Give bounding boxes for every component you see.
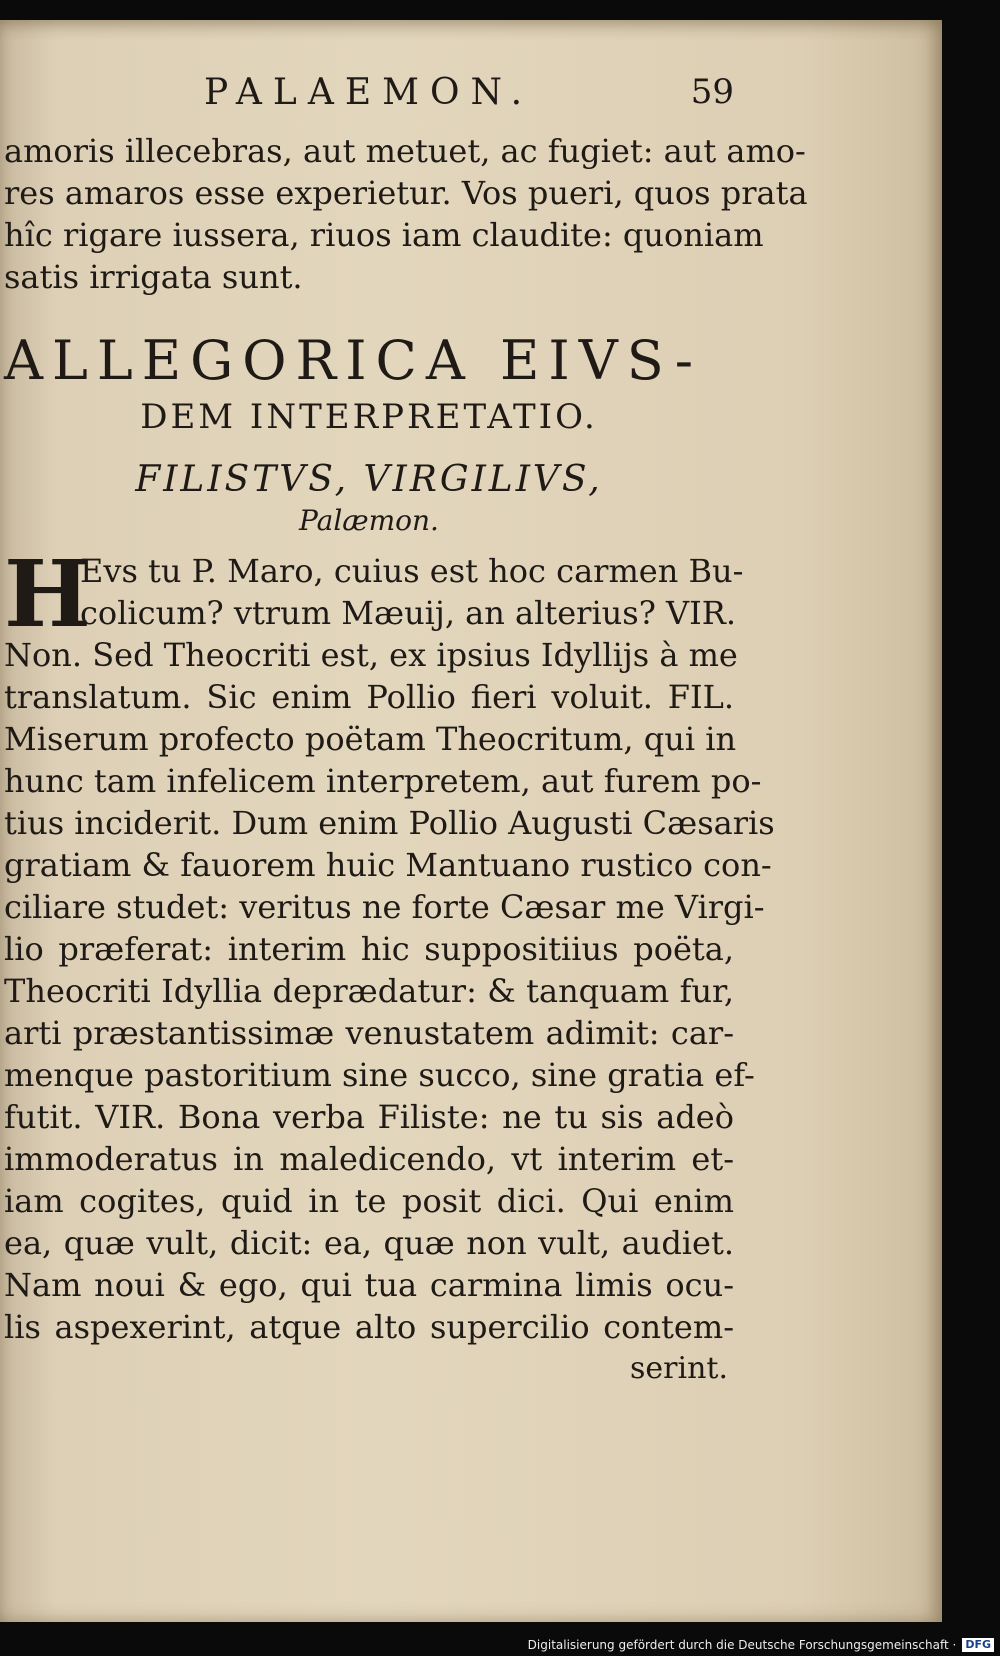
page-number: 59 (690, 72, 734, 112)
text-line: res amaros esse experietur. Vos pueri, quos prata (4, 174, 808, 212)
text-line: satis irrigata sunt. (4, 258, 303, 296)
dfg-logo: DFG (962, 1638, 994, 1652)
text-line: translatum. Sic enim Pollio fieri voluit. FIL. (4, 678, 734, 716)
text-line: lio præferat: interim hic suppositiius poëta, (4, 930, 734, 968)
drop-capital: H (4, 540, 91, 648)
section-heading: ALLEGORICA EIVS- (4, 329, 702, 392)
catchword: serint. (630, 1351, 728, 1386)
text-line: Non. Sed Theocriti est, ex ipsius Idyllijs à me (4, 636, 738, 674)
text-line: Nam noui & ego, qui tua carmina limis ocu- (4, 1266, 734, 1304)
text-line: colicum? vtrum Mæuij, an alterius? VIR. (80, 594, 737, 632)
text-line: ea, quæ vult, dicit: ea, quæ non vult, audiet. (4, 1224, 734, 1262)
text-line: gratiam & fauorem huic Mantuano rustico con- (4, 846, 772, 884)
text-line: menque pastoritium sine succo, sine gratia ef- (4, 1056, 755, 1094)
page-header (4, 72, 734, 130)
opening-paragraph (4, 130, 808, 298)
text-line: lis aspexerint, atque alto supercilio contem- (4, 1308, 734, 1346)
text-line: futit. VIR. Bona verba Filiste: ne tu sis adeò (4, 1098, 734, 1136)
text-line: Theocriti Idyllia deprædatur: & tanquam fur, (4, 972, 734, 1010)
running-head: PALAEMON. (204, 72, 534, 113)
text-line: immoderatus in maledicendo, vt interim et- (4, 1140, 734, 1178)
text-line: iam cogites, quid in te posit dici. Qui enim (4, 1182, 734, 1220)
text-line: tius inciderit. Dum enim Pollio Augusti Cæsaris (4, 804, 775, 842)
speakers-list: FILISTVS, VIRGILIVS, (135, 459, 603, 500)
text-line: Evs tu P. Maro, cuius est hoc carmen Bu- (80, 552, 744, 590)
book-page (0, 20, 942, 1622)
digitization-credit (528, 1638, 994, 1652)
credit-text: Digitalisierung gefördert durch die Deutsche Forschungsgemeinschaft · (527, 1638, 957, 1652)
text-line: Miserum profecto poëtam Theocritum, qui in (4, 720, 737, 758)
text-line: hunc tam infelicem interpretem, aut furem po- (4, 762, 762, 800)
dialogue-text (4, 540, 775, 1348)
text-line: ciliare studet: veritus ne forte Cæsar me Virgi- (4, 888, 765, 926)
text-line: amoris illecebras, aut metuet, ac fugiet: aut amo- (4, 132, 806, 170)
section-subheading: DEM INTERPRETATIO. (140, 397, 598, 437)
page-text-block (4, 72, 808, 1390)
text-line: arti præstantissimæ venustatem adimit: car- (4, 1014, 734, 1052)
speakers-list-continued: Palæmon. (299, 504, 439, 537)
text-line: hîc rigare iussera, riuos iam claudite: quoniam (4, 216, 764, 254)
